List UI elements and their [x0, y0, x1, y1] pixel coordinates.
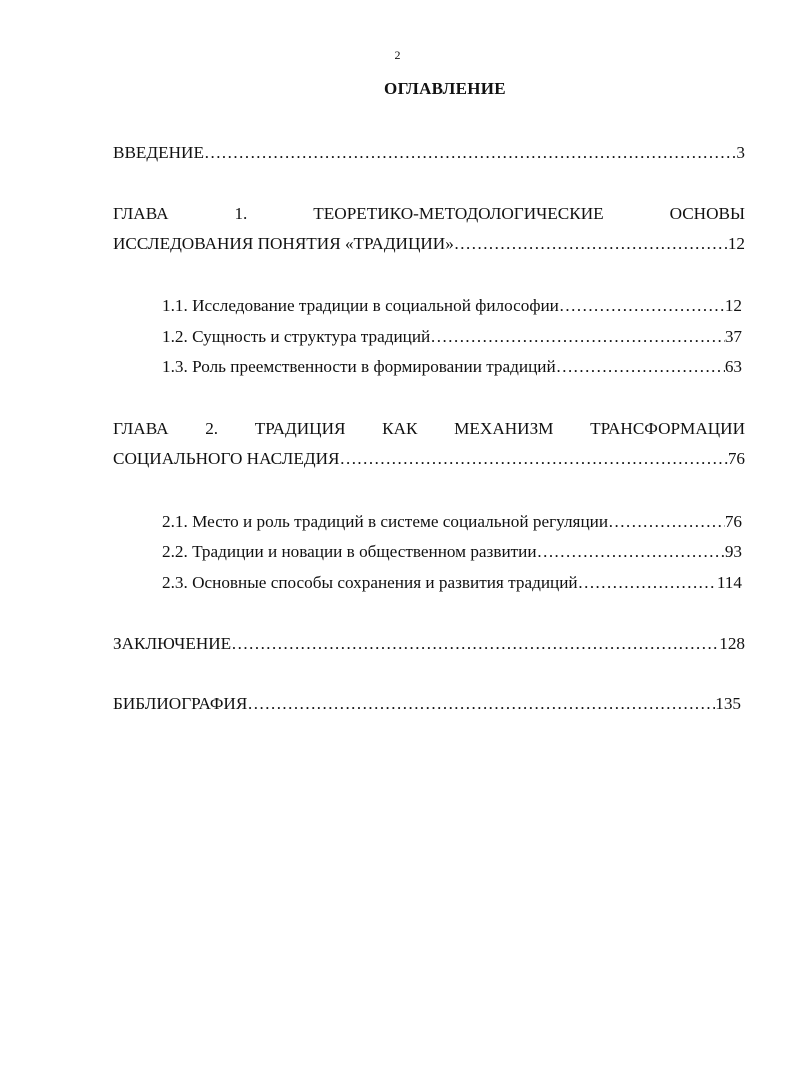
leader-dots [430, 327, 725, 347]
toc-section-2-1[interactable] [162, 512, 742, 532]
toc-entry-page: 76 [727, 449, 745, 468]
leader-dots [454, 234, 728, 254]
toc-entry-label: 1.2. Сущность и структура традиций [162, 327, 431, 346]
toc-section-2-2[interactable] [162, 542, 742, 562]
chapter-word: 1. [234, 204, 248, 223]
toc-entry-page: 114 [716, 573, 742, 592]
toc-chapter-2-line-2[interactable] [113, 449, 745, 469]
toc-entry-conclusion[interactable] [113, 634, 745, 654]
toc-entry-label: СОЦИАЛЬНОГО НАСЛЕДИЯ [113, 449, 340, 468]
toc-section-1-1[interactable] [162, 296, 742, 316]
toc-entry-label: ВВЕДЕНИЕ [113, 143, 204, 162]
leader-dots [559, 296, 725, 316]
toc-section-2-3[interactable] [162, 573, 742, 593]
leader-dots [247, 694, 715, 714]
toc-chapter-1-line-2[interactable] [113, 234, 745, 254]
toc-entry-page: 12 [727, 234, 745, 253]
chapter-word: ТРАНСФОРМАЦИИ [590, 419, 745, 438]
leader-dots [578, 573, 717, 593]
page-title: ОГЛАВЛЕНИЕ [384, 79, 506, 98]
chapter-word: ОСНОВЫ [669, 204, 745, 223]
toc-entry-label: БИБЛИОГРАФИЯ [113, 694, 248, 713]
toc-entry-bibliography[interactable] [113, 694, 741, 714]
toc-entry-label: ЗАКЛЮЧЕНИЕ [113, 634, 232, 653]
toc-entry-label: 2.3. Основные способы сохранения и развития традиций [162, 573, 578, 592]
leader-dots [204, 143, 736, 163]
leader-dots [556, 357, 725, 377]
toc-chapter-1-line-1[interactable] [113, 204, 745, 224]
chapter-word: МЕХАНИЗМ [454, 419, 554, 438]
toc-chapter-2-line-1[interactable] [113, 419, 745, 439]
leader-dots [537, 542, 725, 562]
toc-entry-label: 1.3. Роль преемственности в формировании традиций [162, 357, 556, 376]
leader-dots [608, 512, 725, 532]
toc-entry-label: ИССЛЕДОВАНИЯ ПОНЯТИЯ «ТРАДИЦИИ» [113, 234, 454, 253]
toc-entry-page: 93 [724, 542, 742, 561]
chapter-word: ТРАДИЦИЯ [254, 419, 346, 438]
chapter-word: ГЛАВА [113, 204, 169, 223]
page-number: 2 [394, 48, 401, 62]
toc-entry-label: 2.1. Место и роль традиций в системе социальной регуляции [162, 512, 609, 531]
toc-entry-page: 63 [724, 357, 742, 376]
toc-entry-page: 12 [724, 296, 742, 315]
toc-entry-page: 128 [719, 634, 745, 653]
toc-entry-page: 135 [715, 694, 741, 713]
leader-dots [231, 634, 719, 654]
toc-entry-label: 2.2. Традиции и новации в общественном развитии [162, 542, 537, 561]
chapter-word: КАК [382, 419, 418, 438]
toc-entry-introduction[interactable] [113, 143, 745, 163]
leader-dots [339, 449, 727, 469]
toc-section-1-2[interactable] [162, 327, 742, 347]
toc-entry-page: 3 [736, 143, 745, 162]
chapter-word: 2. [205, 419, 219, 438]
chapter-word: ТЕОРЕТИКО-МЕТОДОЛОГИЧЕСКИЕ [313, 204, 604, 223]
chapter-word: ГЛАВА [113, 419, 169, 438]
toc-section-1-3[interactable] [162, 357, 742, 377]
toc-entry-page: 37 [724, 327, 742, 346]
toc-entry-page: 76 [724, 512, 742, 531]
toc-entry-label: 1.1. Исследование традиции в социальной философии [162, 296, 559, 315]
